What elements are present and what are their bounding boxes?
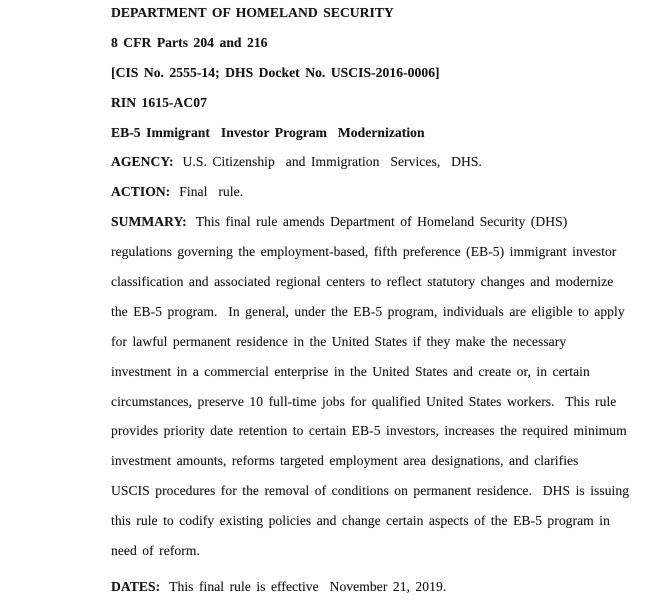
summary-line: this rule to codify existing policies and change certain aspects of the EB-5 program in xyxy=(111,513,610,529)
summary-line: regulations governing the employment-based, fifth preference (EB-5) immigrant investor xyxy=(111,244,617,260)
summary-first-line xyxy=(111,214,664,244)
summary-line: USCIS procedures for the removal of conditions on permanent residence. DHS is issuing xyxy=(111,483,630,499)
rin-line: RIN 1615-AC07 xyxy=(111,94,207,110)
summary-line: the EB-5 program. In general, under the EB-5 program, individuals are eligible to apply xyxy=(111,303,625,319)
dates-line xyxy=(111,579,664,609)
summary-line: investment amounts, reforms targeted employment area designations, and clarifies xyxy=(111,453,579,469)
rule-title: EB-5 Immigrant Investor Program Modernization xyxy=(111,124,425,140)
agency-label: AGENCY: xyxy=(111,154,174,170)
summary-line: investment in a commercial enterprise in the United States and create or, in certain xyxy=(111,363,590,379)
agency-text: U.S. Citizenship and Immigration Services, DHS. xyxy=(182,154,482,170)
summary-line: provides priority date retention to certain EB-5 investors, increases the required minimum xyxy=(111,423,627,439)
summary-line: need of reform. xyxy=(111,543,200,559)
department-title: DEPARTMENT OF HOMELAND SECURITY xyxy=(111,5,394,20)
summary-line: circumstances, preserve 10 full-time jobs for qualified United States workers. This rule xyxy=(111,393,617,409)
docket-number-line: [CIS No. 2555-14; DHS Docket No. USCIS-2016-0006] xyxy=(111,64,440,80)
action-text: Final rule. xyxy=(179,184,244,200)
summary-line: classification and associated regional centers to reflect statutory changes and modernize xyxy=(111,274,614,290)
cfr-parts-line: 8 CFR Parts 204 and 216 xyxy=(111,34,268,50)
dates-text: This final rule is effective November 21, 2019. xyxy=(169,578,447,594)
summary-line: for lawful permanent residence in the United States if they make the necessary xyxy=(111,333,567,349)
summary-first-line-text: This final rule amends Department of Homeland Security (DHS) xyxy=(195,214,568,230)
dates-label: DATES: xyxy=(111,578,161,594)
action-label: ACTION: xyxy=(111,184,171,200)
agency-line xyxy=(111,154,664,184)
summary-label: SUMMARY: xyxy=(111,214,187,230)
action-line xyxy=(111,184,664,214)
